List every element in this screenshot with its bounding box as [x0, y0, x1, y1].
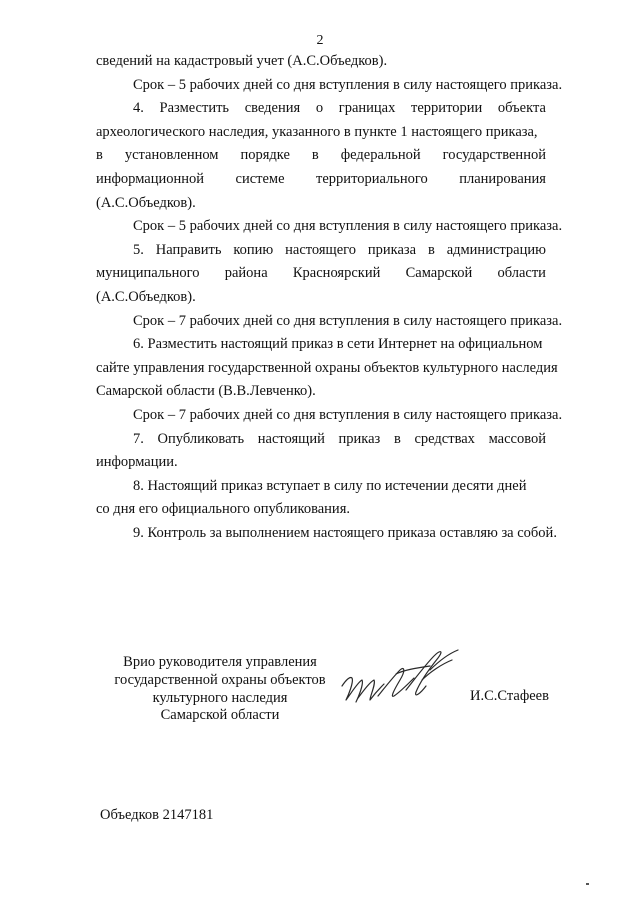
item-6-line-2: сайте управления государственной охраны объектов культурного наследия: [96, 359, 558, 376]
position-line: культурного наследия: [152, 689, 288, 706]
document-body: [96, 50, 563, 545]
item-4-line-5: (А.С.Объедков).: [96, 194, 196, 211]
position-line: Врио руководителя управления: [123, 654, 317, 670]
item-5-line-1: 5. Направить копию настоящего приказа в администрацию: [133, 241, 546, 258]
item-4-line-1: 4. Разместить сведения о границах территории объекта: [133, 100, 546, 117]
deadline-line: Срок – 5 рабочих дней со дня вступления в силу настоящего приказа.: [133, 76, 563, 93]
item-4-line-2: археологического наследия, указанного в пункте 1 настоящего приказа,: [96, 123, 538, 140]
position-line: государственной охраны объектов: [114, 671, 326, 688]
item-6-line-3: Самарской области (В.В.Левченко).: [96, 383, 316, 400]
item-5-line-3: (А.С.Объедков).: [96, 288, 196, 305]
item-9-line-1: 9. Контроль за выполнением настоящего приказа оставляю за собой.: [133, 524, 557, 541]
deadline-line: Срок – 5 рабочих дней со дня вступления в силу настоящего приказа.: [133, 218, 563, 235]
item-5-line-2: муниципального района Красноярский Самарской области: [96, 265, 546, 282]
position-line: Самарской области: [160, 707, 280, 724]
signer-name: И.С.Стафеев: [470, 688, 549, 704]
scan-mark: [586, 883, 589, 885]
deadline-line: Срок – 7 рабочих дней со дня вступления в силу настоящего приказа.: [133, 312, 563, 329]
body-line-1: сведений на кадастровый учет (А.С.Объедков).: [96, 53, 388, 69]
executor-note: Объедков 2147181: [100, 807, 214, 823]
item-4-line-4: информационной системе территориального планирования: [96, 170, 546, 187]
handwritten-signature: [334, 640, 464, 715]
page-number: 2: [316, 33, 324, 48]
item-8-line-2: со дня его официального опубликования.: [96, 501, 350, 518]
signatory-position: [100, 654, 340, 725]
item-6-line-1: 6. Разместить настоящий приказ в сети Интернет на официальном: [133, 336, 543, 353]
item-7-line-2: информации.: [96, 454, 178, 471]
deadline-line: Срок – 7 рабочих дней со дня вступления в силу настоящего приказа.: [133, 406, 563, 423]
item-4-line-3: в установленном порядке в федеральной государственной: [96, 147, 546, 164]
item-7-line-1: 7. Опубликовать настоящий приказ в средствах массовой: [133, 430, 546, 447]
item-8-line-1: 8. Настоящий приказ вступает в силу по истечении десяти дней: [133, 477, 527, 494]
